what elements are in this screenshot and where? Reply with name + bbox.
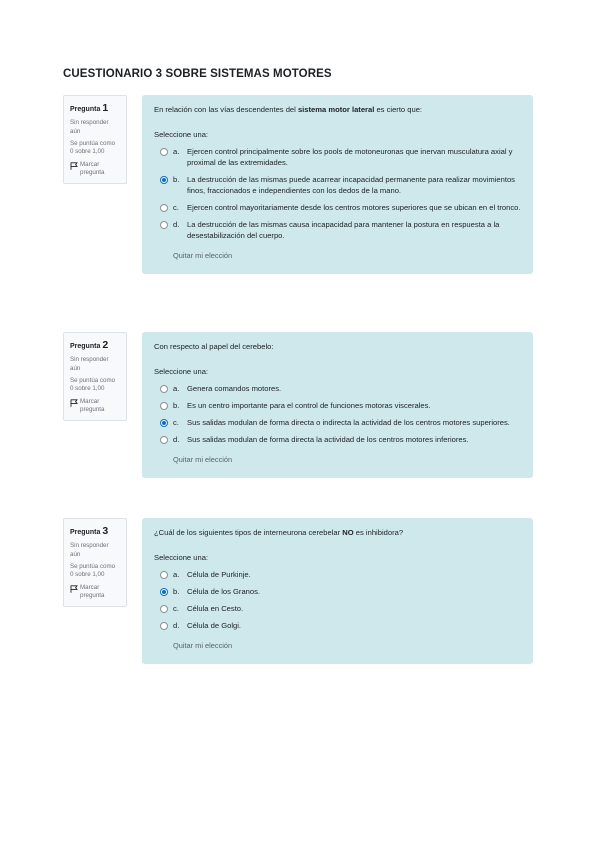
radio-button[interactable] <box>160 622 168 630</box>
flag-question-button[interactable] <box>70 161 120 178</box>
question-state: Sin responder aún <box>70 542 109 558</box>
flag-icon <box>70 585 78 593</box>
option-text: Es un centro importante para el control de funciones motoras viscerales. <box>187 401 431 410</box>
answer-options <box>154 383 521 445</box>
answer-options <box>154 569 521 631</box>
question-content <box>142 95 533 274</box>
question-content <box>142 518 533 664</box>
option-letter: d. <box>173 435 180 444</box>
flag-question-button[interactable] <box>70 584 120 601</box>
flag-label: Marcar pregunta <box>80 583 105 599</box>
option-letter: a. <box>173 384 180 393</box>
option-letter: d. <box>173 621 180 630</box>
radio-button[interactable] <box>160 571 168 579</box>
radio-button[interactable] <box>160 436 168 444</box>
question-number: Pregunta 2 <box>70 339 109 351</box>
clear-choice-link[interactable]: Quitar mi elección <box>173 455 233 464</box>
answer-option[interactable] <box>154 417 521 428</box>
question-number: Pregunta 3 <box>70 525 109 537</box>
option-letter: d. <box>173 220 180 229</box>
radio-button[interactable] <box>160 605 168 613</box>
question-info <box>63 95 127 184</box>
option-text: Sus salidas modulan de forma directa la actividad de los centros motores inferiores. <box>187 435 469 444</box>
option-letter: c. <box>173 203 179 212</box>
option-text: La destrucción de las mismas causa incapacidad para mantener la postura en respuesta a la desestabilización del cuerpo. <box>187 220 500 240</box>
select-prompt: Seleccione una: <box>154 130 209 139</box>
clear-choice-link[interactable]: Quitar mi elección <box>173 641 233 650</box>
answer-option[interactable] <box>154 400 521 411</box>
select-prompt: Seleccione una: <box>154 553 209 562</box>
option-letter: b. <box>173 175 180 184</box>
question-grade: Se puntúa como 0 sobre 1,00 <box>70 376 116 393</box>
radio-button[interactable] <box>160 588 168 596</box>
option-text: Célula de Purkinje. <box>187 570 251 579</box>
radio-button[interactable] <box>160 148 168 156</box>
question-text: Con respecto al papel del cerebelo: <box>154 342 274 351</box>
option-text: Sus salidas modulan de forma directa o indirecta la actividad de los centros motores superiores. <box>187 418 510 427</box>
radio-button[interactable] <box>160 402 168 410</box>
answer-option[interactable] <box>154 434 521 445</box>
option-text: La destrucción de las mismas puede acarrear incapacidad permanente para realizar movimientos finos, fraccionados e independientes con los dedos de la mano. <box>187 175 515 195</box>
option-text: Ejercen control mayoritariamente desde los centros motores superiores que se ubican en el tronco. <box>187 203 521 212</box>
radio-button[interactable] <box>160 204 168 212</box>
answer-options <box>154 146 521 241</box>
flag-icon <box>70 162 78 170</box>
option-text: Célula de los Granos. <box>187 587 261 596</box>
flag-label: Marcar pregunta <box>80 397 105 413</box>
question-info <box>63 518 127 607</box>
answer-option[interactable] <box>154 174 521 196</box>
question-state: Sin responder aún <box>70 356 109 372</box>
question-grade: Se puntúa como 0 sobre 1,00 <box>70 562 116 579</box>
clear-choice-link[interactable]: Quitar mi elección <box>173 251 233 260</box>
question-content <box>142 332 533 478</box>
radio-button[interactable] <box>160 385 168 393</box>
option-text: Célula de Golgi. <box>187 621 242 630</box>
answer-option[interactable] <box>154 569 521 580</box>
flag-label: Marcar pregunta <box>80 160 105 176</box>
question-number: Pregunta 1 <box>70 102 109 114</box>
page-title: CUESTIONARIO 3 SOBRE SISTEMAS MOTORES <box>63 68 332 80</box>
option-letter: a. <box>173 570 180 579</box>
question-state: Sin responder aún <box>70 119 109 135</box>
answer-option[interactable] <box>154 146 521 168</box>
option-letter: b. <box>173 587 180 596</box>
flag-icon <box>70 399 78 407</box>
question-info <box>63 332 127 421</box>
option-text: Ejercen control principalmente sobre los pools de motoneuronas que inervan musculatura axial y proximal de las extremidades. <box>187 147 513 167</box>
radio-button[interactable] <box>160 221 168 229</box>
question-text: ¿Cuál de los siguientes tipos de interneurona cerebelar NO es inhibidora? <box>154 528 404 537</box>
option-text: Célula en Cesto. <box>187 604 244 613</box>
question-text: En relación con las vías descendentes del sistema motor lateral es cierto que: <box>154 105 423 114</box>
radio-button[interactable] <box>160 176 168 184</box>
option-letter: c. <box>173 604 179 613</box>
answer-option[interactable] <box>154 603 521 614</box>
option-text: Genera comandos motores. <box>187 384 282 393</box>
answer-option[interactable] <box>154 383 521 394</box>
flag-question-button[interactable] <box>70 398 120 415</box>
question-grade: Se puntúa como 0 sobre 1,00 <box>70 139 116 156</box>
option-letter: b. <box>173 401 180 410</box>
select-prompt: Seleccione una: <box>154 367 209 376</box>
answer-option[interactable] <box>154 219 521 241</box>
answer-option[interactable] <box>154 586 521 597</box>
option-letter: a. <box>173 147 180 156</box>
answer-option[interactable] <box>154 620 521 631</box>
answer-option[interactable] <box>154 202 521 213</box>
radio-button[interactable] <box>160 419 168 427</box>
option-letter: c. <box>173 418 179 427</box>
